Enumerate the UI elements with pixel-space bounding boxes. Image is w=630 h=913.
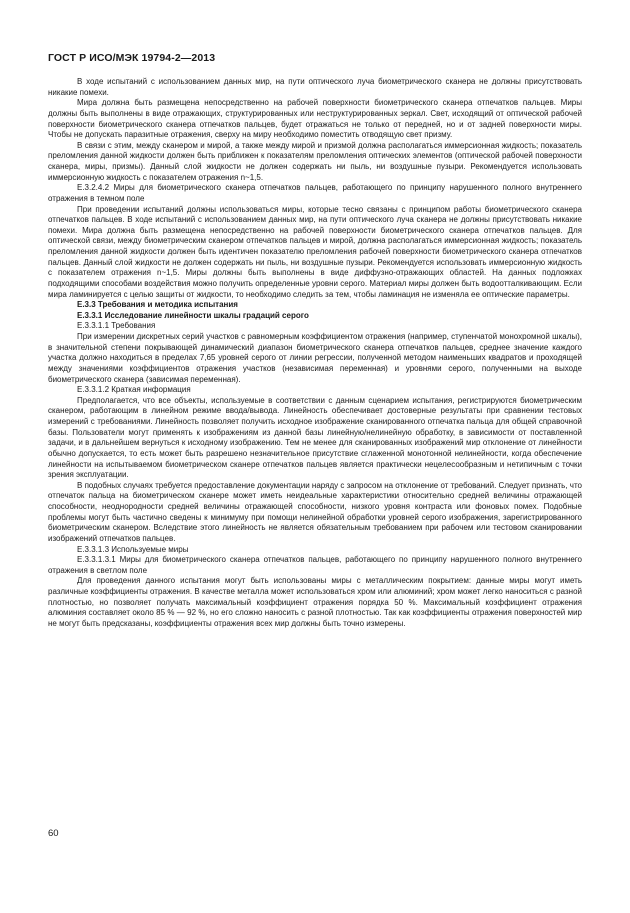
section-heading: Е.3.3 Требования и методика испытания <box>77 300 238 310</box>
paragraph: При проведении испытаний должны использоваться миры, которые тесно связаны с принципом работы биометрического сканера отпечатков пальцев. В ходе испытаний с использованием данных мир, на пути оптического луча сканера не должны присутствовать никакие помехи. Мира должна быть размещена непосредственно на рабочей поверхности биометрического сканера отпечатков пальцев. Для оптической связи, между биометрическим сканером отпечатков пальцев и мирой, должна располагаться иммерсионная жидкость; показатель преломления данной жидкости должен быть идентичен показателю преломления рабочей поверхности биометрического сканера отпечатков пальцев. Данный слой жидкости не должен содержать ни пыль, ни воздушные пузыри. Рекомендуется использовать иммерсионную жидкость с показателем отражения n~1,5. Миры должны быть выполнены в виде диффузно-отражающих областей. На данных подложках подходящими способами воздействия можно получить определенные уровни серого. Материал миры должен быть водоотталкивающим. Если мира ламинируется с целью защиты от жидкости, то необходимо следить за тем, чтобы ламинация не изменяла ее оптические параметры. <box>48 204 582 299</box>
section-heading: Е.3.2.4.2 Миры для биометрического сканера отпечатков пальцев, работающего по принципу нарушенного полного внутреннего отражения в темном поле <box>48 183 582 203</box>
page-number: 60 <box>48 828 59 839</box>
section-heading: Е.3.3.1.1 Требования <box>77 321 156 331</box>
paragraph: Мира должна быть размещена непосредственно на рабочей поверхности биометрического сканера отпечатков пальцев. Миры должны быть выполнены в виде отражающих, структурированных или неструктурированных зеркал. Свет, исходящий от оптической рабочей поверхности биометрического сканера отпечатков пальцев, будет отражаться не только от передней, но и от задней поверхности миры. Чтобы не допускать паразитные отражения, сверху на миру необходимо поместить отводящую свет призму. <box>48 98 582 140</box>
section-heading: Е.3.3.1.3.1 Миры для биометрического сканера отпечатков пальцев, работающего по принципу нарушенного полного внутреннего отражения в светлом поле <box>48 555 582 575</box>
paragraph: Предполагается, что все объекты, используемые в соответствии с данным сценарием испытания, регистрируются биометрическим сканером, работающим в линейном режиме ввода/вывода. Линейность обеспечивает достоверные результаты при сравнении тестовых измерений с требованиями. Линейность позволяет получить исходное изображение сканированного отпечатка пальца для общей справочной базы. Пользователи могут применять к изображениям из данной базы линейную/нелинейную обработку, в зависимости от поставленной задачи, и в дальнейшем вернуться к исходному изображению. Тем не менее для сканированных изображений мир отклонение от линейности обычно допускается, то есть может быть разрешено незначительное присутствие сглаженной монотонной нелинейности, когда обеспечение линейности на испытываемом биометрическом сканере отпечатков пальцев является практически нецелесообразным и нетипичным с точки зрения эксплуатации. <box>48 395 582 480</box>
section-heading: Е.3.3.1.2 Краткая информация <box>77 385 191 395</box>
paragraph: В связи с этим, между сканером и мирой, а также между мирой и призмой должна располагаться иммерсионная жидкость; показатель преломления данной жидкости должен быть приближен к показателям преломления оптических элементов (оптической рабочей поверхности сканера, миры, призмы). Данный слой жидкости не должен содержать ни пыль, ни воздушные пузыри. Рекомендуется использовать иммерсионную жидкость с показателем отражения n~1,5. <box>48 140 582 182</box>
paragraph: В подобных случаях требуется предоставление документации наряду с запросом на отклонение от требований. Следует признать, что отпечаток пальца на биометрическом сканере может иметь неидеальные характеристики относительно средней величины отражающей способности, неоднородности средней величины отражающей способности, низкого уровня контраста или фоновых помех. Подобные проблемы могут быть частично сведены к минимуму при помощи нелинейной обработки уровней серого изображения, зарегистрированного биометрическим сканером. Вследствие этого линейность не является обязательным требованием при рабочем или тестовом сканировании изображений отпечатков пальцев. <box>48 480 582 543</box>
section-heading: Е.3.3.1.3 Используемые миры <box>77 544 189 554</box>
page-header: ГОСТ Р ИСО/МЭК 19794-2—2013 <box>48 52 216 64</box>
document-body <box>48 77 582 630</box>
paragraph: При измерении дискретных серий участков с равномерным коэффициентом отражения (например, ступенчатой монохромной шкалы), в значительной степени покрывающей динамический диапазон биометрического сканера отпечатков пальцев, среднее значение каждого участка должно находиться в пределах 7,65 уровней серого от линии регрессии, полученной методом наименьших квадратов и проходящей между значениями коэффициентов отражения участков (независимая переменная) и уровнями серого, полученными на выходе биометрического сканера (зависимая переменная). <box>48 332 582 384</box>
paragraph: В ходе испытаний с использованием данных мир, на пути оптического луча биометрического сканера не должны присутствовать никакие помехи. <box>48 77 582 97</box>
paragraph: Для проведения данного испытания могут быть использованы миры с металлическим покрытием: данные миры могут иметь различные коэффициенты отражения. В качестве металла может использоваться хром или алюминий; хром может легко наноситься с разной плотностью, но позволяет получать максимальный коэффициент отражения порядка 50 %. Максимальный коэффициент отражения алюминия составляет около 85 % — 92 %, но его сложно наносить с разной плотностью. Так как коэффициенты отражения поверхностей мир не могут быть предсказаны, коэффициенты отражения всех мир должны быть точно измерены. <box>48 576 582 628</box>
section-heading: Е.3.3.1 Исследование линейности шкалы градаций серого <box>77 310 309 320</box>
